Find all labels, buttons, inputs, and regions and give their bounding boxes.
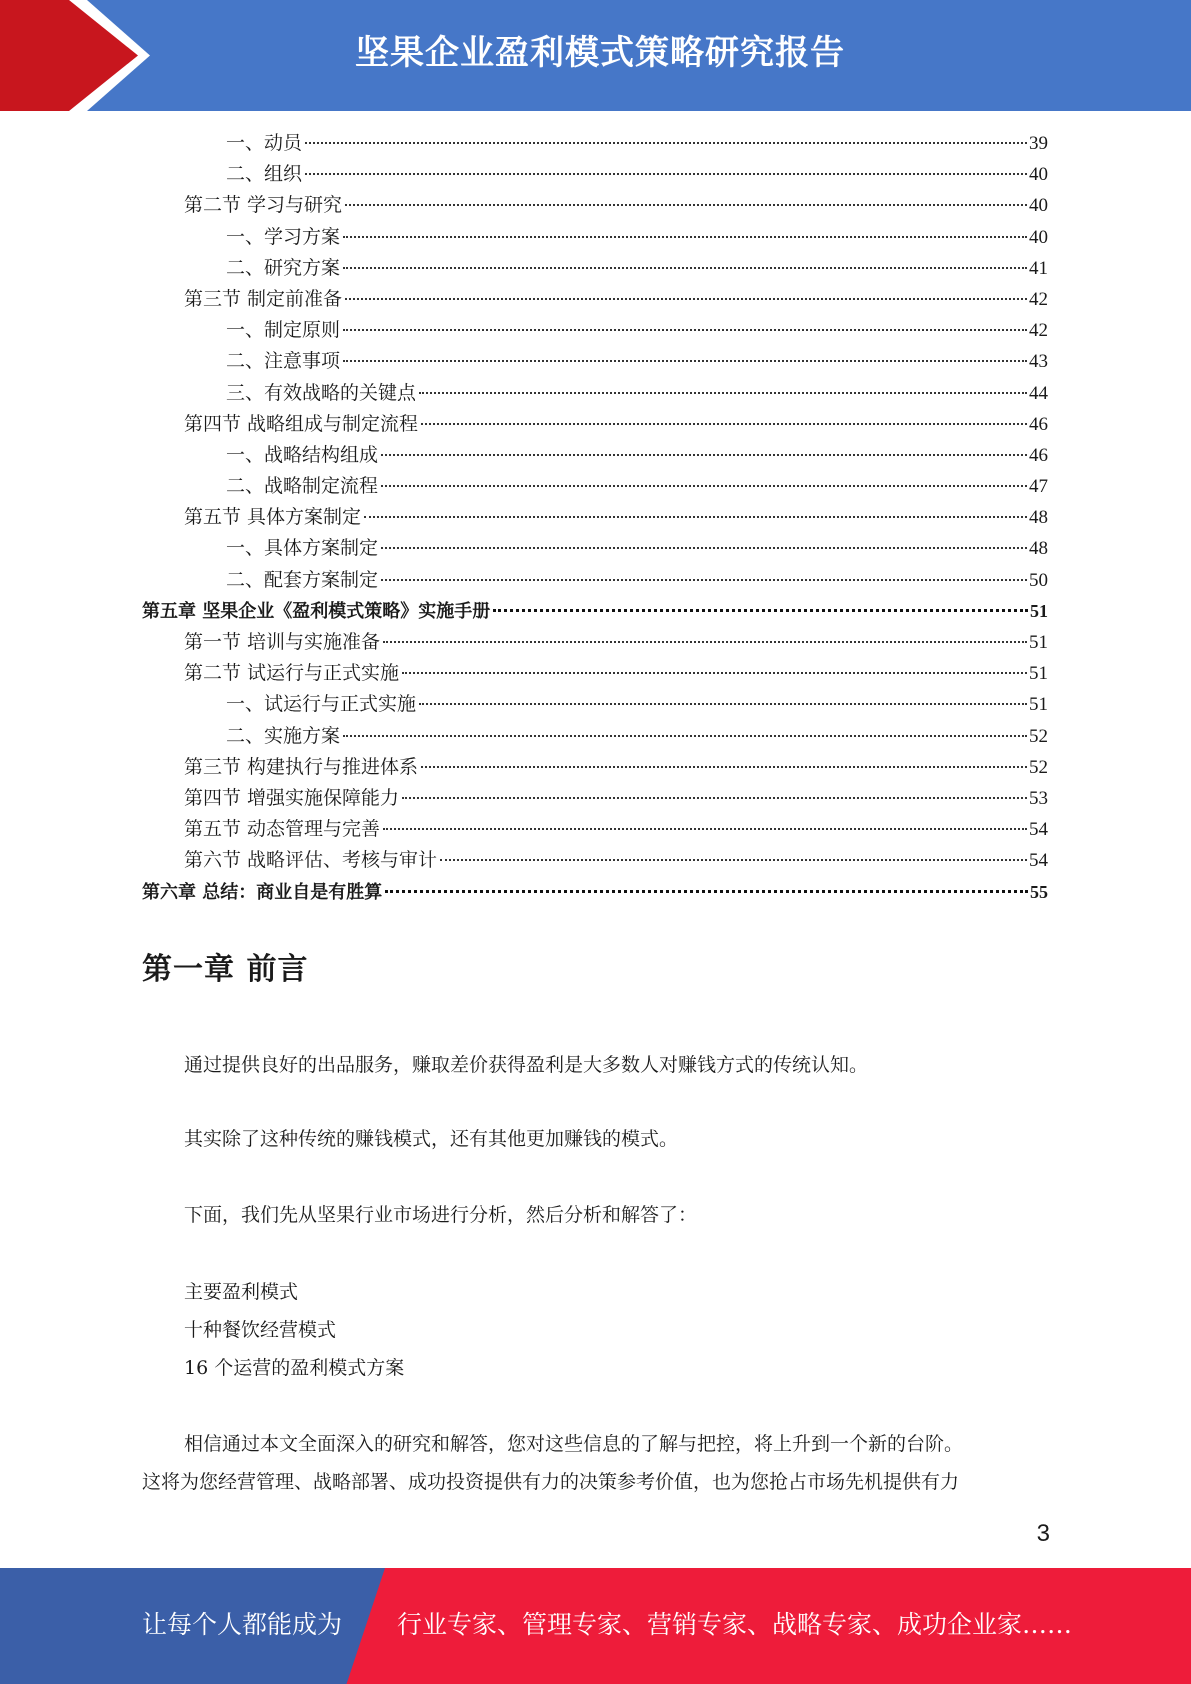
list-item: 十种餐饮经营模式 xyxy=(184,1319,337,1341)
body-list xyxy=(142,1273,1048,1387)
toc-entry[interactable] xyxy=(142,440,1048,471)
toc-entry-label: 一、战略结构组成 xyxy=(226,443,379,466)
toc-entry-label: 二、组织 xyxy=(226,163,303,186)
paragraph-text: 其实除了这种传统的赚钱模式，还有其他更加赚钱的模式。 xyxy=(184,1128,679,1150)
toc-entry-label: 第五章 坚果企业《盈利模式策略》实施手册 xyxy=(142,600,491,622)
page-number: 3 xyxy=(1036,1520,1050,1547)
toc-entry[interactable] xyxy=(142,565,1048,596)
toc-dot-leader xyxy=(343,236,1027,238)
toc-entry[interactable] xyxy=(142,502,1048,533)
toc-dot-leader xyxy=(364,516,1027,518)
toc-entry[interactable] xyxy=(142,222,1048,253)
toc-entry-label: 第三节 构建执行与推进体系 xyxy=(184,755,419,778)
list-item: 主要盈利模式 xyxy=(184,1281,299,1303)
toc-entry-label: 第四节 增强实施保障能力 xyxy=(184,786,400,809)
toc-entry[interactable] xyxy=(142,783,1048,814)
toc-entry-label: 三、有效战略的关键点 xyxy=(226,381,417,404)
toc-entry-label: 第五节 具体方案制定 xyxy=(184,506,362,529)
toc-entry[interactable] xyxy=(142,378,1048,409)
toc-entry-label: 第六章 总结：商业自是有胜算 xyxy=(142,881,383,903)
toc-dot-leader xyxy=(345,298,1027,300)
toc-entry-page: 46 xyxy=(1029,444,1048,466)
toc-entry[interactable] xyxy=(142,752,1048,783)
paragraph-text: 下面，我们先从坚果行业市场进行分析，然后分析和解答了： xyxy=(184,1204,698,1226)
toc-dot-leader xyxy=(440,859,1027,861)
toc-entry[interactable] xyxy=(142,596,1048,627)
toc-entry-page: 51 xyxy=(1029,694,1048,716)
page-header xyxy=(0,0,1191,111)
toc-dot-leader xyxy=(345,204,1027,206)
toc-entry-page: 47 xyxy=(1029,476,1048,498)
toc-entry-label: 第六节 战略评估、考核与审计 xyxy=(184,849,438,872)
body-paragraph-2 xyxy=(142,1120,1048,1158)
toc-entry-label: 二、配套方案制定 xyxy=(226,568,379,591)
toc-dot-leader xyxy=(383,641,1027,643)
toc-entry-page: 51 xyxy=(1029,632,1048,653)
toc-entry-page: 43 xyxy=(1029,351,1048,373)
toc-entry-label: 一、制定原则 xyxy=(226,319,341,342)
toc-dot-leader xyxy=(402,672,1027,674)
toc-entry[interactable] xyxy=(142,721,1048,752)
toc-entry-page: 40 xyxy=(1029,164,1048,186)
toc-entry-page: 42 xyxy=(1029,288,1048,310)
body-paragraph-4 xyxy=(142,1425,1048,1501)
toc-dot-leader xyxy=(385,890,1028,893)
toc-entry[interactable] xyxy=(142,658,1048,689)
toc-entry-page: 41 xyxy=(1029,257,1048,279)
toc-entry-label: 一、动员 xyxy=(226,132,303,154)
toc-dot-leader xyxy=(343,267,1027,269)
toc-dot-leader xyxy=(421,423,1027,425)
toc-entry[interactable] xyxy=(142,877,1048,908)
toc-dot-leader xyxy=(493,609,1028,612)
toc-entry-page: 54 xyxy=(1029,819,1048,841)
body-paragraph-3 xyxy=(142,1196,1048,1234)
toc-entry-label: 第四节 战略组成与制定流程 xyxy=(184,412,419,435)
toc-dot-leader xyxy=(381,547,1027,549)
toc-entry-page: 39 xyxy=(1029,133,1048,154)
toc-entry[interactable] xyxy=(142,814,1048,845)
toc-dot-leader xyxy=(381,454,1027,456)
toc-dot-leader xyxy=(305,173,1027,175)
toc-entry-label: 一、试运行与正式实施 xyxy=(226,693,417,716)
toc-entry[interactable] xyxy=(142,845,1048,876)
toc-entry-page: 42 xyxy=(1029,320,1048,342)
toc-entry-label: 第五节 动态管理与完善 xyxy=(184,818,381,841)
toc-entry-page: 53 xyxy=(1029,787,1048,809)
header-arrow-icon xyxy=(0,0,138,111)
toc-entry-page: 55 xyxy=(1030,881,1048,902)
toc-entry-label: 二、战略制定流程 xyxy=(226,475,379,498)
toc-entry[interactable] xyxy=(142,253,1048,284)
toc-dot-leader xyxy=(383,828,1027,830)
toc-entry[interactable] xyxy=(142,689,1048,720)
footer-slogan-left: 让每个人都能成为 xyxy=(142,1610,343,1639)
toc-entry-page: 48 xyxy=(1029,538,1048,560)
toc-entry-page: 50 xyxy=(1029,569,1048,591)
toc-dot-leader xyxy=(343,735,1027,737)
toc-entry-page: 51 xyxy=(1030,600,1048,621)
toc-dot-leader xyxy=(402,797,1027,799)
body-paragraph-1 xyxy=(142,1046,1048,1084)
toc-entry-label: 二、研究方案 xyxy=(226,256,341,279)
toc-entry[interactable] xyxy=(142,315,1048,346)
toc-entry-page: 52 xyxy=(1029,725,1048,747)
toc-entry[interactable] xyxy=(142,409,1048,440)
toc-entry-page: 51 xyxy=(1029,663,1048,685)
toc-dot-leader xyxy=(419,392,1027,394)
toc-entry-label: 一、学习方案 xyxy=(226,225,341,248)
toc-entry-page: 54 xyxy=(1029,850,1048,872)
chapter-heading: 第一章 前言 xyxy=(142,952,309,987)
toc-dot-leader xyxy=(419,703,1027,705)
paragraph-line: 这将为您经营管理、战略部署、成功投资提供有力的决策参考价值，也为您抢占市场先机提供有力 xyxy=(142,1471,960,1493)
toc-entry[interactable] xyxy=(142,159,1048,190)
toc-entry-label: 二、实施方案 xyxy=(226,724,341,747)
toc-entry-label: 第二节 学习与研究 xyxy=(184,194,343,217)
toc-entry[interactable] xyxy=(142,346,1048,377)
toc-dot-leader xyxy=(343,329,1027,331)
toc-dot-leader xyxy=(381,485,1027,487)
toc-entry[interactable] xyxy=(142,627,1048,658)
toc-entry-label: 二、注意事项 xyxy=(226,350,341,373)
toc-entry-label: 一、具体方案制定 xyxy=(226,537,379,560)
toc-entry-page: 40 xyxy=(1029,195,1048,217)
toc-entry-page: 52 xyxy=(1029,756,1048,778)
toc-entry[interactable] xyxy=(142,471,1048,502)
footer-slogan-right: 行业专家、管理专家、营销专家、战略专家、成功企业家…… xyxy=(397,1610,1073,1639)
toc-entry[interactable] xyxy=(142,128,1048,159)
toc-entry[interactable] xyxy=(142,284,1048,315)
toc-entry[interactable] xyxy=(142,533,1048,564)
toc-entry[interactable] xyxy=(142,190,1048,221)
toc-entry-label: 第二节 试运行与正式实施 xyxy=(184,662,400,685)
toc-dot-leader xyxy=(343,360,1027,362)
toc-dot-leader xyxy=(421,766,1027,768)
table-of-contents xyxy=(142,128,1048,908)
list-item: 16 个运营的盈利模式方案 xyxy=(184,1357,405,1379)
toc-entry-page: 48 xyxy=(1029,507,1048,529)
paragraph-line: 相信通过本文全面深入的研究和解答，您对这些信息的了解与把控，将上升到一个新的台阶。 xyxy=(184,1433,964,1455)
page-footer xyxy=(0,1568,1191,1684)
toc-dot-leader xyxy=(381,579,1027,581)
paragraph-text: 通过提供良好的出品服务，赚取差价获得盈利是大多数人对赚钱方式的传统认知。 xyxy=(184,1054,869,1076)
toc-entry-label: 第三节 制定前准备 xyxy=(184,287,343,310)
toc-entry-label: 第一节 培训与实施准备 xyxy=(184,631,381,653)
toc-entry-page: 40 xyxy=(1029,226,1048,248)
toc-dot-leader xyxy=(305,142,1027,144)
report-title: 坚果企业盈利模式策略研究报告 xyxy=(355,33,845,73)
toc-entry-page: 44 xyxy=(1029,382,1048,404)
toc-entry-page: 46 xyxy=(1029,413,1048,435)
